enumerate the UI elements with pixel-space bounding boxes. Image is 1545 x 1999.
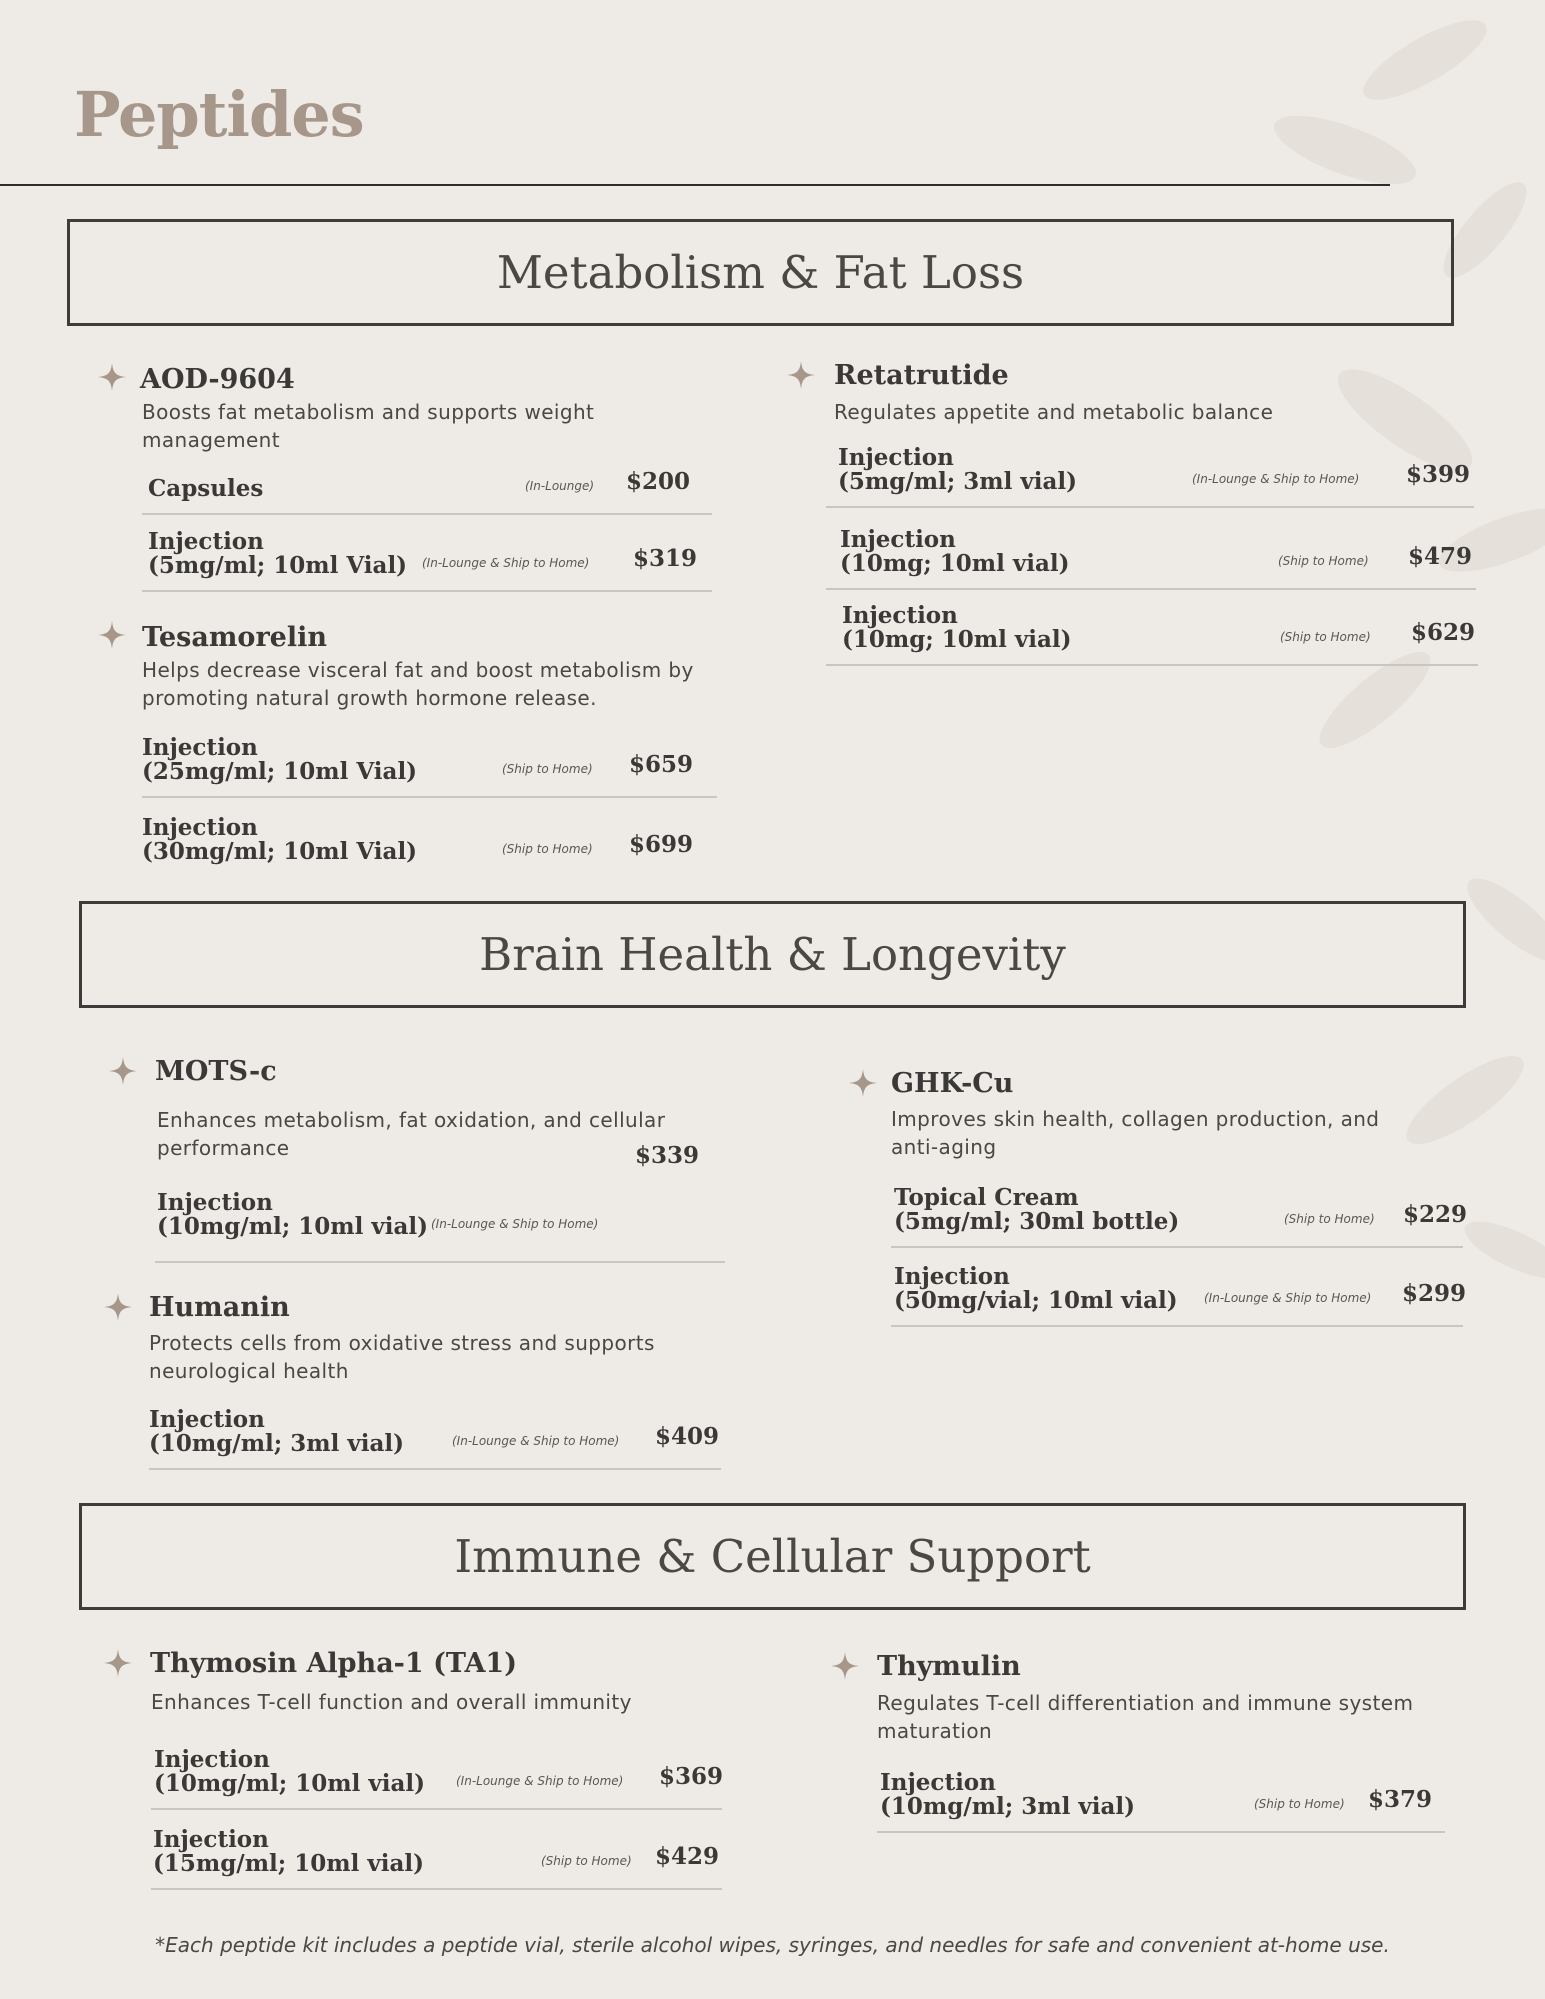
sparkle-icon: [97, 620, 127, 650]
price: $409: [655, 1423, 720, 1450]
section-header-metabolism: [67, 219, 1454, 326]
option-label: Injection (30mg/ml; 10ml Vial): [142, 814, 418, 865]
price: $429: [655, 1843, 720, 1870]
price: $479: [1408, 543, 1473, 570]
section-header-immune: [79, 1503, 1466, 1610]
sparkle-icon: [786, 360, 816, 390]
product-name-retatrutide: Retatrutide: [834, 360, 1009, 391]
availability-note: (In-Lounge & Ship to Home): [1204, 1291, 1372, 1305]
price: $369: [659, 1763, 724, 1790]
sparkle-icon: [830, 1651, 860, 1681]
price: $200: [626, 468, 691, 495]
option-label: Injection (10mg; 10ml vial): [840, 526, 1070, 577]
option-label: Injection (10mg/ml; 10ml vial): [157, 1189, 428, 1240]
product-name-thymosin-alpha-1: Thymosin Alpha-1 (TA1): [150, 1648, 517, 1679]
option-row: [151, 1818, 722, 1890]
availability-note: (In-Lounge): [525, 479, 595, 493]
option-label: Injection (5mg/ml; 10ml Vial): [148, 528, 408, 579]
option-label: Injection (25mg/ml; 10ml Vial): [142, 734, 418, 785]
sparkle-icon: [97, 362, 127, 392]
sparkle-icon: [103, 1292, 133, 1322]
sparkle-icon: [108, 1056, 138, 1086]
price: $229: [1403, 1201, 1468, 1228]
option-label: Injection (10mg/ml; 3ml vial): [880, 1769, 1135, 1820]
option-label: Injection (5mg/ml; 3ml vial): [838, 444, 1077, 495]
product-description: Regulates T-cell differentiation and immune system maturation: [877, 1691, 1414, 1743]
footnote: *Each peptide kit includes a peptide vial, sterile alcohol wipes, syringes, and needles for safe and convenient at-home use.: [155, 1933, 1390, 1957]
availability-note: (Ship to Home): [1284, 1212, 1375, 1226]
section-header-brain-health: [79, 901, 1466, 1008]
option-row: [891, 1254, 1467, 1327]
section-title: Immune & Cellular Support: [454, 1530, 1091, 1583]
product-name-aod-9604: AOD-9604: [140, 364, 295, 395]
product-name-humanin: Humanin: [149, 1292, 290, 1323]
price: $629: [1411, 619, 1476, 646]
availability-note: (Ship to Home): [541, 1854, 632, 1868]
product-description: Enhances T-cell function and overall immunity: [151, 1690, 632, 1714]
option-label: Topical Cream (5mg/ml; 30ml bottle): [894, 1184, 1180, 1235]
price: $659: [629, 751, 694, 778]
option-row: [891, 1172, 1468, 1248]
availability-note: (In-Lounge & Ship to Home): [452, 1434, 620, 1448]
availability-note: (Ship to Home): [1254, 1797, 1345, 1811]
price: $699: [629, 831, 694, 858]
option-row: [826, 516, 1476, 590]
availability-note: (Ship to Home): [502, 842, 593, 856]
availability-note: (In-Lounge & Ship to Home): [431, 1217, 599, 1231]
price: $379: [1368, 1786, 1433, 1813]
availability-note: (In-Lounge & Ship to Home): [1192, 472, 1360, 486]
availability-note: (Ship to Home): [502, 762, 593, 776]
option-row: [149, 1396, 721, 1470]
sparkle-icon: [103, 1648, 133, 1678]
product-description: Helps decrease visceral fat and boost metabolism by promoting natural growth hormone release.: [142, 658, 694, 710]
availability-note: (Ship to Home): [1280, 630, 1371, 644]
option-row: [826, 436, 1474, 508]
option-row: [142, 520, 712, 592]
option-row: [877, 1758, 1445, 1833]
option-label: Injection (15mg/ml; 10ml vial): [153, 1826, 424, 1877]
option-label: Injection (50mg/vial; 10ml vial): [894, 1263, 1178, 1314]
availability-note: (Ship to Home): [1278, 554, 1369, 568]
option-row: [142, 805, 717, 878]
option-label: Injection (10mg/ml; 10ml vial): [154, 1746, 425, 1797]
product-name-ghk-cu: GHK-Cu: [891, 1068, 1014, 1099]
price: $319: [633, 545, 698, 572]
option-row: [142, 455, 712, 515]
option-label: Capsules: [148, 475, 264, 502]
product-description: Enhances metabolism, fat oxidation, and cellular performance: [157, 1108, 666, 1160]
availability-note: (In-Lounge & Ship to Home): [456, 1774, 624, 1788]
product-name-tesamorelin: Tesamorelin: [142, 622, 327, 653]
availability-note: (In-Lounge & Ship to Home): [422, 556, 590, 570]
option-row: [151, 1736, 722, 1810]
product-description: Regulates appetite and metabolic balance: [834, 400, 1274, 424]
option-row: [826, 592, 1478, 666]
sparkle-icon: [848, 1068, 878, 1098]
option-row: [142, 725, 717, 798]
option-row: [155, 1180, 725, 1263]
option-label: Injection (10mg; 10ml vial): [842, 602, 1072, 653]
product-description: Improves skin health, collagen production, and anti-aging: [891, 1107, 1380, 1159]
product-description: Protects cells from oxidative stress and supports neurological health: [149, 1331, 655, 1383]
price: $299: [1402, 1280, 1467, 1307]
section-title: Metabolism & Fat Loss: [496, 246, 1025, 299]
price: $399: [1406, 461, 1471, 488]
price: $339: [635, 1142, 700, 1169]
title-divider: [0, 184, 1390, 186]
section-title: Brain Health & Longevity: [479, 928, 1066, 981]
page-title: Peptides: [74, 78, 364, 151]
product-description: Boosts fat metabolism and supports weight management: [142, 400, 595, 452]
product-name-mots-c: MOTS-c: [155, 1056, 277, 1087]
product-name-thymulin: Thymulin: [877, 1651, 1021, 1682]
option-label: Injection (10mg/ml; 3ml vial): [149, 1406, 404, 1457]
